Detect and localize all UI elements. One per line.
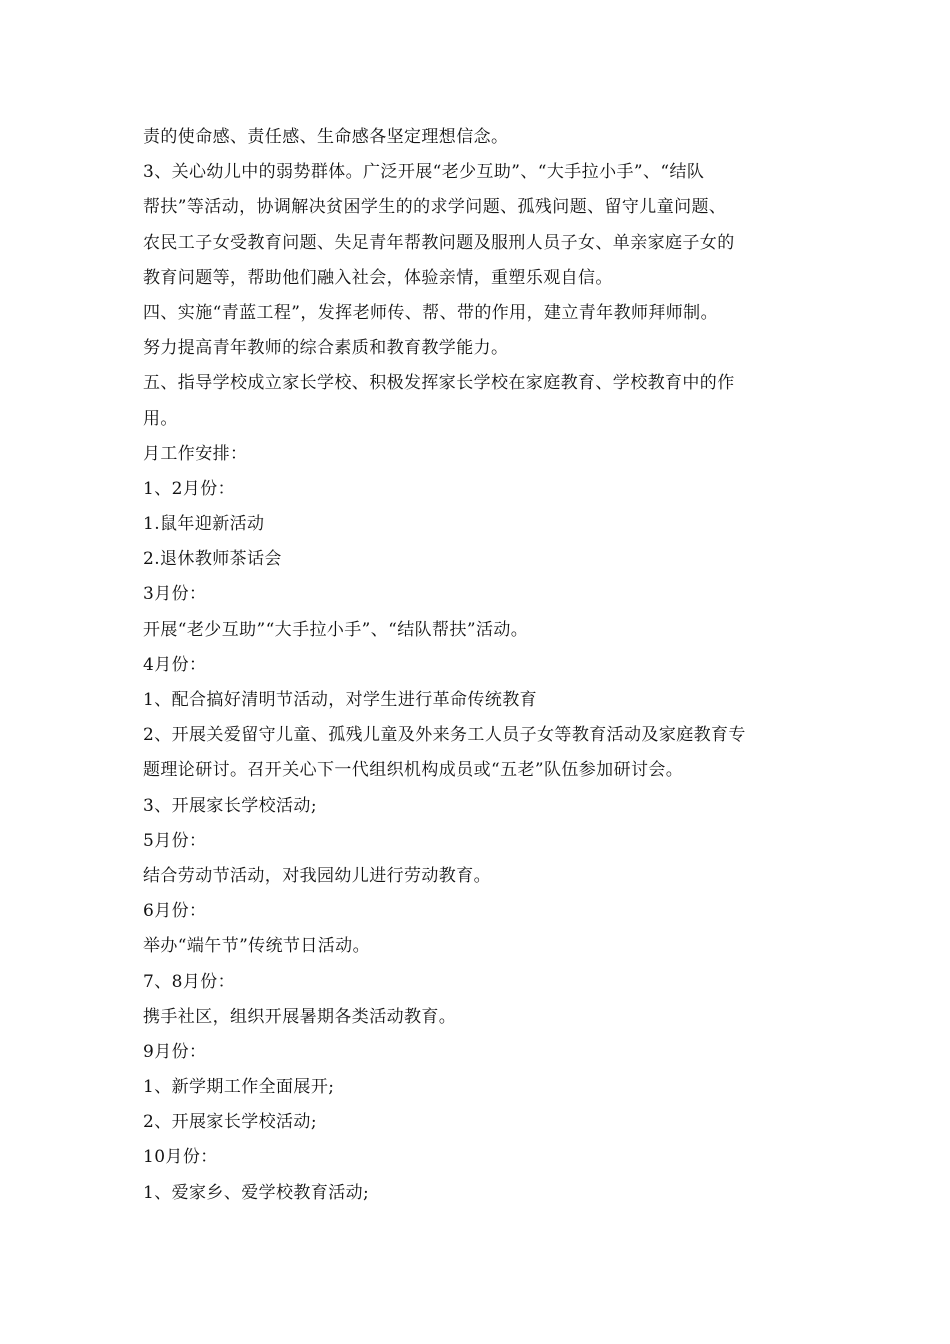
text-line: 五、指导学校成立家长学校、积极发挥家长学校在家庭教育、学校教育中的作 [143, 373, 735, 394]
list-item: 2.退休教师茶话会 [143, 549, 282, 570]
list-item: 1、爱家乡、爱学校教育活动; [143, 1182, 370, 1203]
month-heading: 7、8月份： [143, 971, 236, 992]
month-heading: 4月份： [143, 654, 207, 675]
list-item: 携手社区，组织开展暑期各类活动教育。 [143, 1006, 457, 1027]
list-item: 1.鼠年迎新活动 [143, 514, 265, 535]
text-line: 四、实施“青蓝工程”，发挥老师传、帮、带的作用，建立青年教师拜师制。 [143, 302, 718, 323]
text-line: 用。 [143, 408, 178, 429]
month-heading: 10月份： [143, 1147, 218, 1168]
month-heading: 3月份： [143, 584, 207, 605]
month-heading: 6月份： [143, 901, 207, 922]
month-heading: 1、2月份： [143, 478, 236, 499]
list-item: 1、新学期工作全面展开; [143, 1077, 335, 1098]
list-item: 开展“老少互助”“大手拉小手”、“结队帮扶”活动。 [143, 619, 529, 640]
list-item: 结合劳动节活动，对我园幼儿进行劳动教育。 [143, 865, 491, 886]
text-line: 农民工子女受教育问题、失足青年帮教问题及服刑人员子女、单亲家庭子女的 [143, 232, 735, 253]
document-body [143, 120, 813, 1211]
list-item: 2、开展家长学校活动; [143, 1112, 317, 1133]
text-line: 3、关心幼儿中的弱势群体。广泛开展“老少互助”、“大手拉小手”、“结队 [143, 162, 705, 183]
month-heading: 5月份： [143, 830, 207, 851]
text-line: 努力提高青年教师的综合素质和教育教学能力。 [143, 338, 509, 359]
section-heading: 月工作安排： [143, 443, 248, 464]
month-heading: 9月份： [143, 1041, 207, 1062]
list-item: 3、开展家长学校活动; [143, 795, 317, 816]
list-item: 举办“端午节”传统节日活动。 [143, 936, 370, 957]
text-line: 教育问题等，帮助他们融入社会，体验亲情，重塑乐观自信。 [143, 267, 613, 288]
list-item: 2、开展关爱留守儿童、孤残儿童及外来务工人员子女等教育活动及家庭教育专 [143, 725, 746, 746]
text-line: 帮扶”等活动，协调解决贫困学生的的求学问题、孤残问题、留守儿童问题、 [143, 197, 727, 218]
list-item: 题理论研讨。召开关心下一代组织机构成员或“五老”队伍参加研讨会。 [143, 760, 684, 781]
text-line: 责的使命感、责任感、生命感各坚定理想信念。 [143, 127, 509, 147]
list-item: 1、配合搞好清明节活动，对学生进行革命传统教育 [143, 690, 538, 710]
